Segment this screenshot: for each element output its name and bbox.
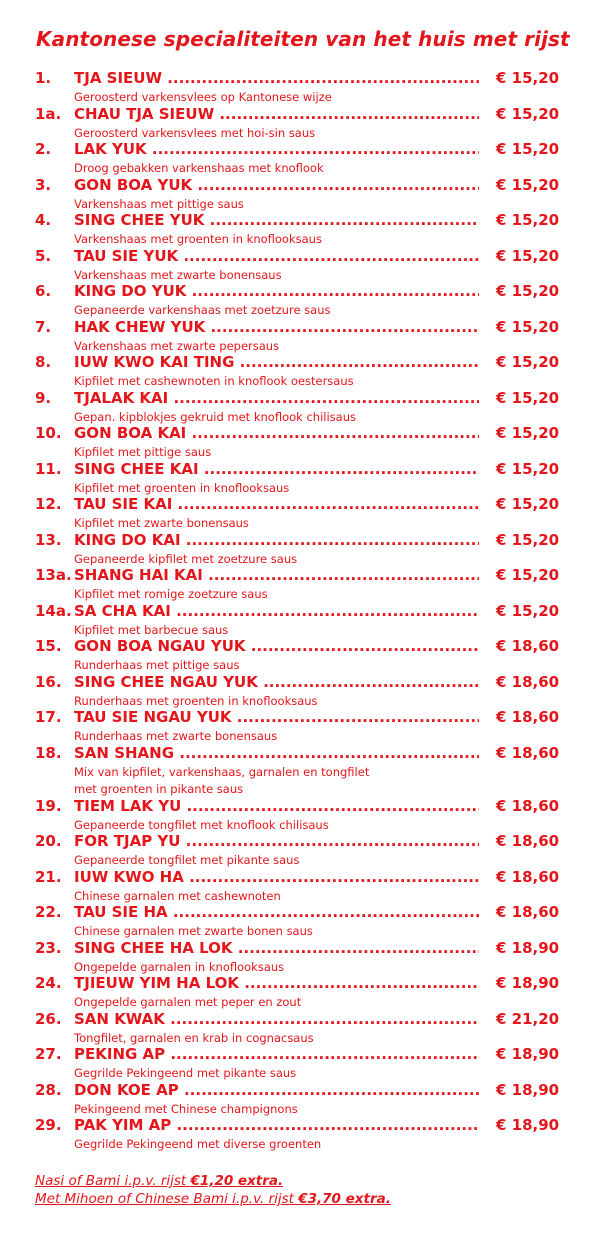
menu-item-number: 3. bbox=[35, 175, 52, 194]
menu-item-description: Varkenshaas met zwarte pepersaus bbox=[74, 338, 280, 353]
menu-item bbox=[0, 602, 600, 638]
menu-item-description: Kipfilet met romige zoetzure saus bbox=[74, 587, 268, 601]
menu-item bbox=[0, 1116, 600, 1152]
menu-item-name: DON KOE AP ..... bbox=[74, 1081, 479, 1099]
menu-item bbox=[0, 531, 600, 567]
menu-item-number: 28. bbox=[35, 1080, 62, 1099]
menu-item-description: Runderhaas met pittige saus bbox=[74, 658, 240, 672]
menu-item-description: Gepan. kipblokjes gekruid met knoflook chilisaus bbox=[74, 409, 356, 424]
page-title: Kantonese specialiteiten van het huis met rijst bbox=[36, 27, 570, 51]
menu-item bbox=[0, 318, 600, 354]
menu-item-number: 5. bbox=[35, 246, 52, 265]
menu-item-name: SAN SHANG ..... bbox=[74, 744, 479, 762]
menu-item-description: Gegrilde Pekingeend met pikante saus bbox=[74, 1066, 297, 1080]
menu-item bbox=[0, 211, 600, 247]
menu-item-price: € 15,20 bbox=[496, 495, 560, 513]
menu-item-number: 23. bbox=[35, 938, 62, 957]
menu-item-description: Kipfilet met zwarte bonensaus bbox=[74, 516, 249, 530]
menu-item bbox=[0, 105, 600, 141]
menu-item-number: 9. bbox=[35, 388, 52, 407]
menu-item-price: € 15,20 bbox=[496, 601, 560, 620]
menu-item-name: SAN KWAK ..... bbox=[74, 1010, 479, 1028]
menu-item-price: € 15,20 bbox=[496, 140, 560, 158]
menu-item-number: 4. bbox=[35, 211, 52, 229]
menu-item-price: € 15,20 bbox=[496, 459, 560, 478]
menu-item bbox=[0, 832, 600, 868]
menu-item bbox=[0, 389, 600, 425]
menu-item bbox=[0, 903, 600, 939]
menu-item-name: LAK YUK ..... bbox=[74, 140, 479, 158]
menu-item bbox=[0, 282, 600, 318]
menu-item-name: TJALAK KAI ..... bbox=[74, 389, 479, 407]
menu-item-number: 17. bbox=[35, 708, 62, 726]
menu-item-name: TIEM LAK YU ..... bbox=[74, 797, 479, 815]
menu-item bbox=[0, 797, 600, 833]
menu-item-name: GON BOA NGAU YUK ..... bbox=[74, 637, 479, 655]
menu-item-price: € 18,60 bbox=[496, 903, 560, 921]
menu-item-name: SHANG HAI KAI ..... bbox=[74, 566, 479, 584]
menu-item bbox=[0, 69, 600, 105]
menu-item bbox=[0, 673, 600, 709]
footer-line2-extra: €3,70 extra. bbox=[298, 1191, 391, 1207]
menu-item-description: Mix van kipfilet, varkenshaas, garnalen en tongfilet met groenten in pikante saus bbox=[74, 764, 370, 796]
menu-item-name: KING DO YUK ..... bbox=[74, 282, 479, 300]
menu-item bbox=[0, 460, 600, 496]
menu-item-price: € 18,60 bbox=[496, 743, 560, 762]
menu-item-price: € 15,20 bbox=[496, 282, 560, 300]
menu-item-number: 14a. bbox=[35, 601, 72, 620]
menu-item-name: SING CHEE KAI ..... bbox=[74, 460, 479, 478]
menu-item-description: Runderhaas met groenten in knoflooksaus bbox=[74, 693, 318, 708]
menu-item-description: Gepaneerde varkenshaas met zoetzure saus bbox=[74, 303, 331, 317]
menu-item-name: GON BOA YUK ..... bbox=[74, 176, 479, 194]
menu-item-price: € 18,90 bbox=[496, 974, 560, 992]
menu-item bbox=[0, 1081, 600, 1117]
menu-item-description: Ongepelde garnalen in knoflooksaus bbox=[74, 959, 285, 974]
menu-item-number: 2. bbox=[35, 140, 52, 158]
menu-item-price: € 18,60 bbox=[496, 867, 560, 886]
menu-item-number: 1a. bbox=[35, 104, 62, 123]
menu-item bbox=[0, 353, 600, 389]
footer-line-nasi-bami bbox=[35, 1172, 391, 1190]
menu-item-price: € 15,20 bbox=[496, 104, 560, 123]
menu-item-number: 7. bbox=[35, 317, 52, 336]
footer-notes bbox=[35, 1172, 391, 1208]
menu-item-name: SING CHEE HA LOK ..... bbox=[74, 939, 479, 957]
menu-item-number: 13a. bbox=[35, 566, 72, 584]
menu-item bbox=[0, 140, 600, 176]
menu-item-description: Kipfilet met cashewnoten in knoflook oestersaus bbox=[74, 374, 354, 388]
menu-item-price: € 18,90 bbox=[496, 1116, 560, 1134]
menu-item-price: € 15,20 bbox=[496, 175, 560, 194]
menu-item-name: PEKING AP ..... bbox=[74, 1045, 479, 1063]
menu-item-price: € 18,60 bbox=[496, 832, 560, 850]
menu-item-price: € 15,20 bbox=[496, 353, 560, 371]
menu-item-price: € 15,20 bbox=[496, 317, 560, 336]
menu-item-description: Chinese garnalen met zwarte bonen saus bbox=[74, 924, 313, 938]
menu-item bbox=[0, 939, 600, 975]
menu-item-description: Geroosterd varkensvlees op Kantonese wijze bbox=[74, 90, 332, 104]
menu-item-price: € 18,60 bbox=[496, 708, 560, 726]
menu-item-number: 1. bbox=[35, 69, 52, 87]
menu-item-price: € 18,60 bbox=[496, 637, 560, 655]
menu-item-description: Kipfilet met groenten in knoflooksaus bbox=[74, 480, 290, 495]
menu-item-name: FOR TJAP YU ..... bbox=[74, 832, 479, 850]
menu-item-name: TAU SIE YUK ..... bbox=[74, 247, 479, 265]
menu-item-price: € 15,20 bbox=[496, 424, 560, 442]
menu-item-price: € 15,20 bbox=[496, 566, 560, 584]
menu-item-name: SING CHEE YUK ..... bbox=[74, 211, 479, 229]
menu-item-description: Gepaneerde tongfilet met knoflook chilisaus bbox=[74, 817, 329, 832]
menu-item-number: 18. bbox=[35, 743, 62, 762]
menu-item-name: SA CHA KAI ..... bbox=[74, 602, 479, 620]
menu-item-price: € 15,20 bbox=[496, 211, 560, 229]
menu-item bbox=[0, 495, 600, 531]
menu-item-number: 8. bbox=[35, 353, 52, 371]
menu-item-description: Varkenshaas met zwarte bonensaus bbox=[74, 267, 282, 282]
footer-line1-extra: €1,20 extra. bbox=[190, 1173, 284, 1189]
menu-item-name: TAU SIE HA ..... bbox=[74, 903, 479, 921]
menu-item-description: Varkenshaas met groenten in knoflooksaus bbox=[74, 232, 322, 246]
menu-item-description: Ongepelde garnalen met peper en zout bbox=[74, 995, 302, 1009]
menu-item-number: 15. bbox=[35, 637, 62, 655]
menu-item-description: Gepaneerde kipfilet met zoetzure saus bbox=[74, 551, 298, 566]
menu-item-description: Kipfilet met barbecue saus bbox=[74, 622, 229, 637]
menu-item bbox=[0, 744, 600, 797]
menu-item-price: € 15,20 bbox=[496, 246, 560, 265]
menu-item-number: 26. bbox=[35, 1009, 62, 1028]
menu-item bbox=[0, 637, 600, 673]
menu-item-description: Chinese garnalen met cashewnoten bbox=[74, 888, 281, 903]
menu-item-price: € 18,90 bbox=[496, 1045, 560, 1063]
menu-item-description: Tongfilet, garnalen en krab in cognacsaus bbox=[74, 1030, 314, 1045]
menu-item-name: GON BOA KAI ..... bbox=[74, 424, 479, 442]
menu-item bbox=[0, 868, 600, 904]
menu-list bbox=[0, 69, 600, 1152]
menu-item-name: SING CHEE NGAU YUK ..... bbox=[74, 673, 479, 691]
menu-item-price: € 18,60 bbox=[496, 796, 560, 815]
menu-item-description: Gepaneerde tongfilet met pikante saus bbox=[74, 853, 300, 867]
menu-item-number: 16. bbox=[35, 672, 62, 691]
menu-item-description: Kipfilet met pittige saus bbox=[74, 445, 212, 459]
menu-item-price: € 18,90 bbox=[496, 1080, 560, 1099]
menu-item-number: 24. bbox=[35, 974, 62, 992]
menu-item-name: PAK YIM AP ..... bbox=[74, 1116, 479, 1134]
menu-item-description: Pekingeend met Chinese champignons bbox=[74, 1101, 298, 1116]
menu-item bbox=[0, 1010, 600, 1046]
menu-item-name: TAU SIE KAI ..... bbox=[74, 495, 479, 513]
menu-item-name: IUW KWO KAI TING ..... bbox=[74, 353, 479, 371]
menu-item-price: € 15,20 bbox=[496, 388, 560, 407]
menu-item bbox=[0, 974, 600, 1010]
menu-item-name: HAK CHEW YUK ..... bbox=[74, 318, 479, 336]
menu-item-description: Varkenshaas met pittige saus bbox=[74, 196, 244, 211]
menu-item-name: TAU SIE NGAU YUK ..... bbox=[74, 708, 479, 726]
menu-item-name: KING DO KAI ..... bbox=[74, 531, 479, 549]
menu-item-number: 10. bbox=[35, 424, 62, 442]
menu-item-name: IUW KWO HA ..... bbox=[74, 868, 479, 886]
menu-item-number: 22. bbox=[35, 903, 62, 921]
menu-item-description: Gegrilde Pekingeend met diverse groenten bbox=[74, 1137, 322, 1151]
menu-item-description: Geroosterd varkensvlees met hoi-sin saus bbox=[74, 125, 316, 140]
menu-item-number: 13. bbox=[35, 530, 62, 549]
menu-item-number: 19. bbox=[35, 796, 62, 815]
menu-item-number: 29. bbox=[35, 1116, 62, 1134]
menu-item-name: TJIEUW YIM HA LOK ..... bbox=[74, 974, 479, 992]
footer-line2-text: Met Mihoen of Chinese Bami i.p.v. rijst bbox=[35, 1191, 299, 1207]
menu-item-number: 6. bbox=[35, 282, 52, 300]
menu-item-price: € 18,90 bbox=[496, 938, 560, 957]
menu-item bbox=[0, 247, 600, 283]
menu-item-description: Droog gebakken varkenshaas met knoflook bbox=[74, 161, 324, 175]
footer-line-mihoen bbox=[35, 1190, 391, 1208]
menu-item-name: TJA SIEUW ..... bbox=[74, 69, 479, 87]
menu-item-number: 12. bbox=[35, 495, 62, 513]
menu-item-description: Runderhaas met zwarte bonensaus bbox=[74, 729, 278, 743]
menu-item bbox=[0, 1045, 600, 1081]
menu-item-price: € 18,60 bbox=[496, 672, 560, 691]
footer-line1-text: Nasi of Bami i.p.v. rijst bbox=[35, 1173, 191, 1189]
menu-item-number: 20. bbox=[35, 832, 62, 850]
menu-item-number: 27. bbox=[35, 1045, 62, 1063]
menu-item bbox=[0, 176, 600, 212]
menu-item bbox=[0, 708, 600, 744]
menu-item bbox=[0, 566, 600, 602]
menu-item-name: CHAU TJA SIEUW ..... bbox=[74, 105, 479, 123]
menu-item-price: € 15,20 bbox=[496, 69, 560, 87]
menu-item-price: € 21,20 bbox=[496, 1009, 560, 1028]
menu-item-number: 11. bbox=[35, 459, 62, 478]
menu-item bbox=[0, 424, 600, 460]
menu-item-price: € 15,20 bbox=[496, 530, 560, 549]
menu-item-number: 21. bbox=[35, 867, 62, 886]
